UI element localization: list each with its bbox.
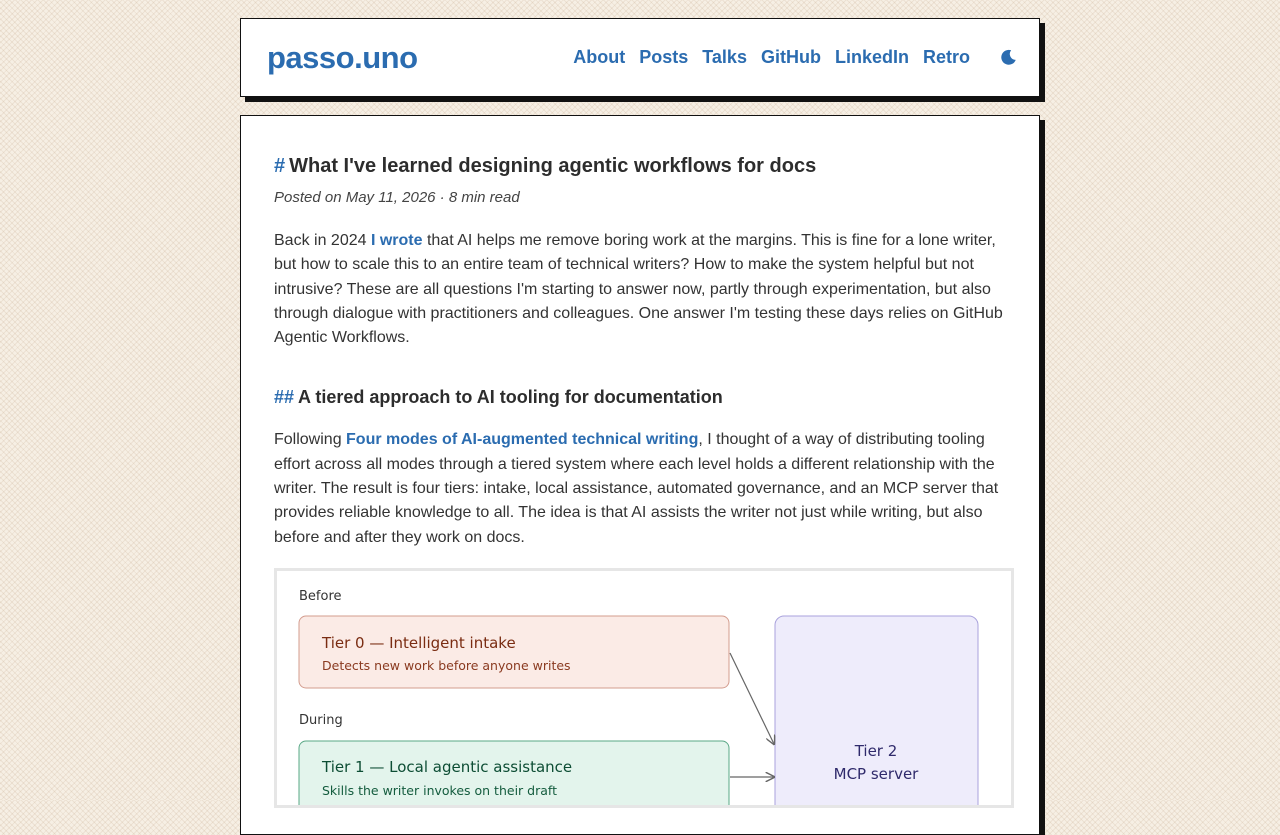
section-anchor-link[interactable]: ##: [274, 387, 295, 408]
moon-icon[interactable]: [1000, 49, 1017, 66]
nav-item-about[interactable]: About: [573, 47, 626, 67]
nav-item-talks[interactable]: Talks: [702, 47, 747, 67]
section-heading: [274, 387, 1011, 408]
section-text-start: Following: [274, 431, 347, 449]
tier0-title: Tier 0 — Intelligent intake: [322, 633, 516, 652]
article-card: [240, 115, 1040, 835]
post-title-text: What I've learned designing agentic workflows for docs: [289, 155, 817, 177]
tier1-subtitle: Skills the writer invokes on their draft: [322, 782, 557, 798]
arrow-tier0-to-tier2: [730, 653, 774, 744]
nav-item-github[interactable]: GitHub: [760, 47, 821, 67]
post-meta: Posted on May 11, 2026 · 8 min read: [274, 189, 520, 206]
main-nav: [573, 47, 1017, 68]
tier0-box: [299, 616, 729, 688]
section-paragraph: [274, 428, 1011, 549]
during-label: During: [299, 712, 343, 728]
nav-item-retro[interactable]: Retro: [922, 47, 970, 67]
tier-diagram: [274, 568, 1014, 808]
i-wrote-link[interactable]: I wrote: [370, 232, 423, 249]
four-modes-link[interactable]: Four modes of AI-augmented technical writing: [346, 431, 699, 449]
intro-text-end: that AI helps me remove boring work at the margins. This is fine for a lone writer, but how to scale this to an entire team of technical writers? How to make the system helpful but not intrusive? These are all questions I'm starting to answer now, partly through experimentation, but also through dialogue with practitioners and colleagues. One answer I'm testing these days relies on GitHub Agentic Workflows.: [274, 232, 1003, 347]
tier1-title: Tier 1 — Local agentic assistance: [322, 757, 573, 776]
intro-text-start: Back in 2024: [274, 232, 371, 249]
nav-item-linkedin[interactable]: LinkedIn: [834, 47, 909, 67]
post-title: [274, 155, 1011, 178]
site-header: [240, 18, 1040, 97]
tier2-title-line2: MCP server: [833, 764, 919, 783]
section-heading-text: A tiered approach to AI tooling for documentation: [298, 387, 723, 408]
section-text-end: , I thought of a way of distributing tooling effort across all modes through a tiered system where each level holds a different relationship with the writer. The result is four tiers: intake, local assistance, automated governance, and an MCP server that provides reliable knowledge to all. The idea is that AI assists the writer not just while writing, but also before and after they work on docs.: [274, 431, 999, 546]
nav-item-posts[interactable]: Posts: [639, 47, 689, 67]
tier2-title-line1: Tier 2: [854, 741, 898, 760]
tier0-subtitle: Detects new work before anyone writes: [322, 657, 571, 673]
site-logo[interactable]: passo.uno: [267, 39, 418, 75]
before-label: Before: [299, 588, 342, 604]
intro-paragraph: [274, 229, 1011, 350]
title-anchor-link[interactable]: #: [274, 155, 286, 177]
